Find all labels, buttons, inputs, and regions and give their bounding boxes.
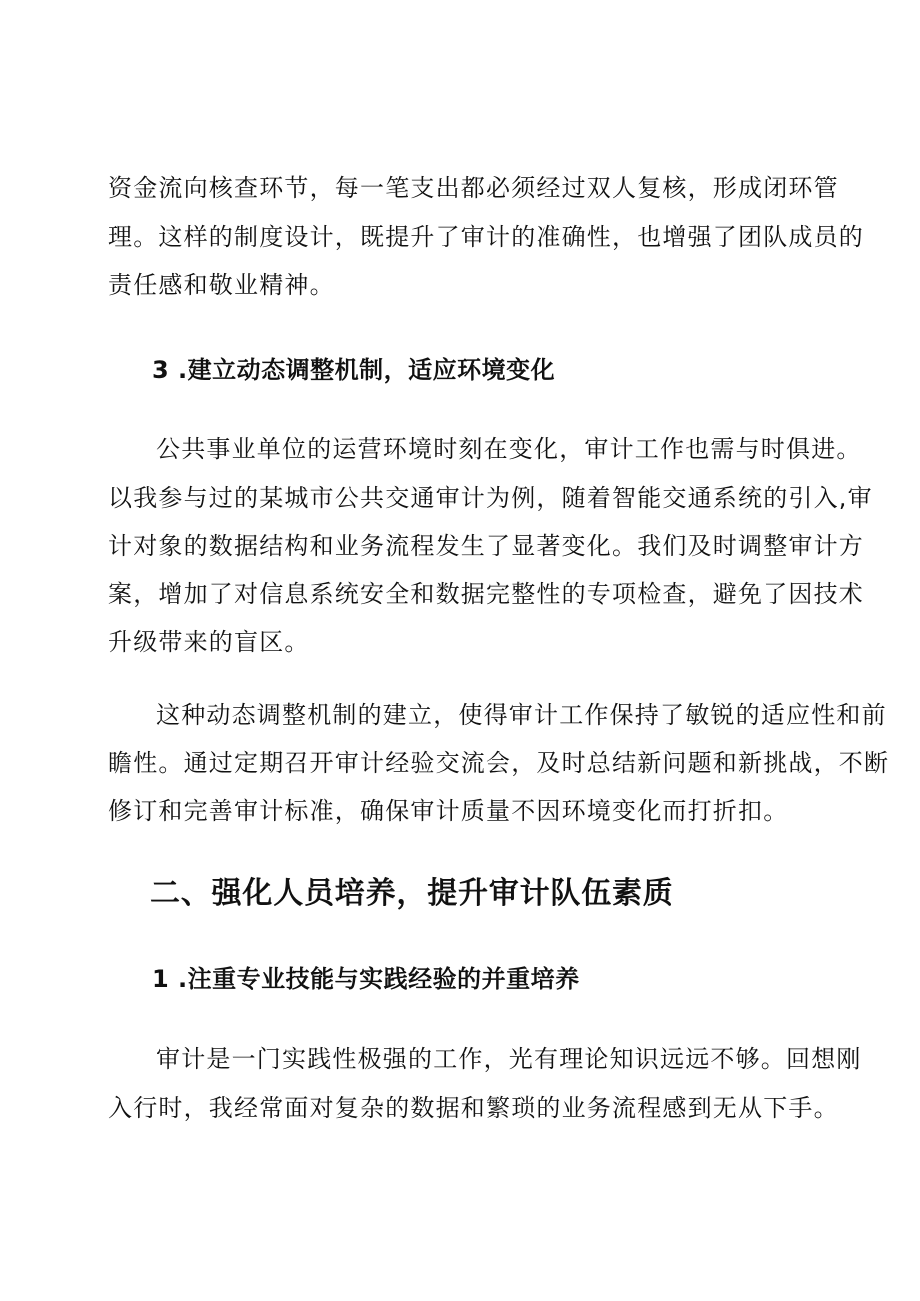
paragraph-line: 审计是一门实践性极强的工作，光有理论知识远远不够。回想刚 [156, 1045, 862, 1073]
section-title: 二、强化人员培养，提升审计队伍素质 [150, 876, 674, 911]
paragraph-line: 这种动态调整机制的建立，使得审计工作保持了敏锐的适应性和前 [156, 701, 887, 729]
paragraph-line: 案，增加了对信息系统安全和数据完整性的专项检查，避免了因技术 [108, 580, 864, 608]
paragraph-line: 责任感和敬业精神。 [108, 271, 335, 299]
paragraph-line: 计对象的数据结构和业务流程发生了显著变化。我们及时调整审计方 [108, 532, 864, 560]
paragraph-line: 升级带来的盲区。 [108, 628, 310, 656]
subsection-heading-1: 1 .注重专业技能与实践经验的并重培养 [152, 965, 580, 993]
paragraph-line: 修订和完善审计标准，确保审计质量不因环境变化而打折扣。 [108, 797, 789, 825]
paragraph-line: 瞻性。通过定期召开审计经验交流会，及时总结新问题和新挑战，不断 [108, 749, 890, 777]
paragraph-line: 资金流向核查环节，每一笔支出都必须经过双人复核，形成闭环管 [108, 174, 839, 202]
subsection-heading-3: 3 .建立动态调整机制，适应环境变化 [152, 356, 556, 384]
paragraph-line: 入行时，我经常面对复杂的数据和繁琐的业务流程感到无从下手。 [108, 1094, 839, 1122]
paragraph-line: 公共事业单位的运营环境时刻在变化，审计工作也需与时俱进。 [156, 435, 862, 463]
paragraph-line: 理。这样的制度设计，既提升了审计的准确性，也增强了团队成员的 [108, 223, 864, 251]
paragraph-line: 以我参与过的某城市公共交通审计为例，随着智能交通系统的引入,审 [108, 484, 873, 512]
